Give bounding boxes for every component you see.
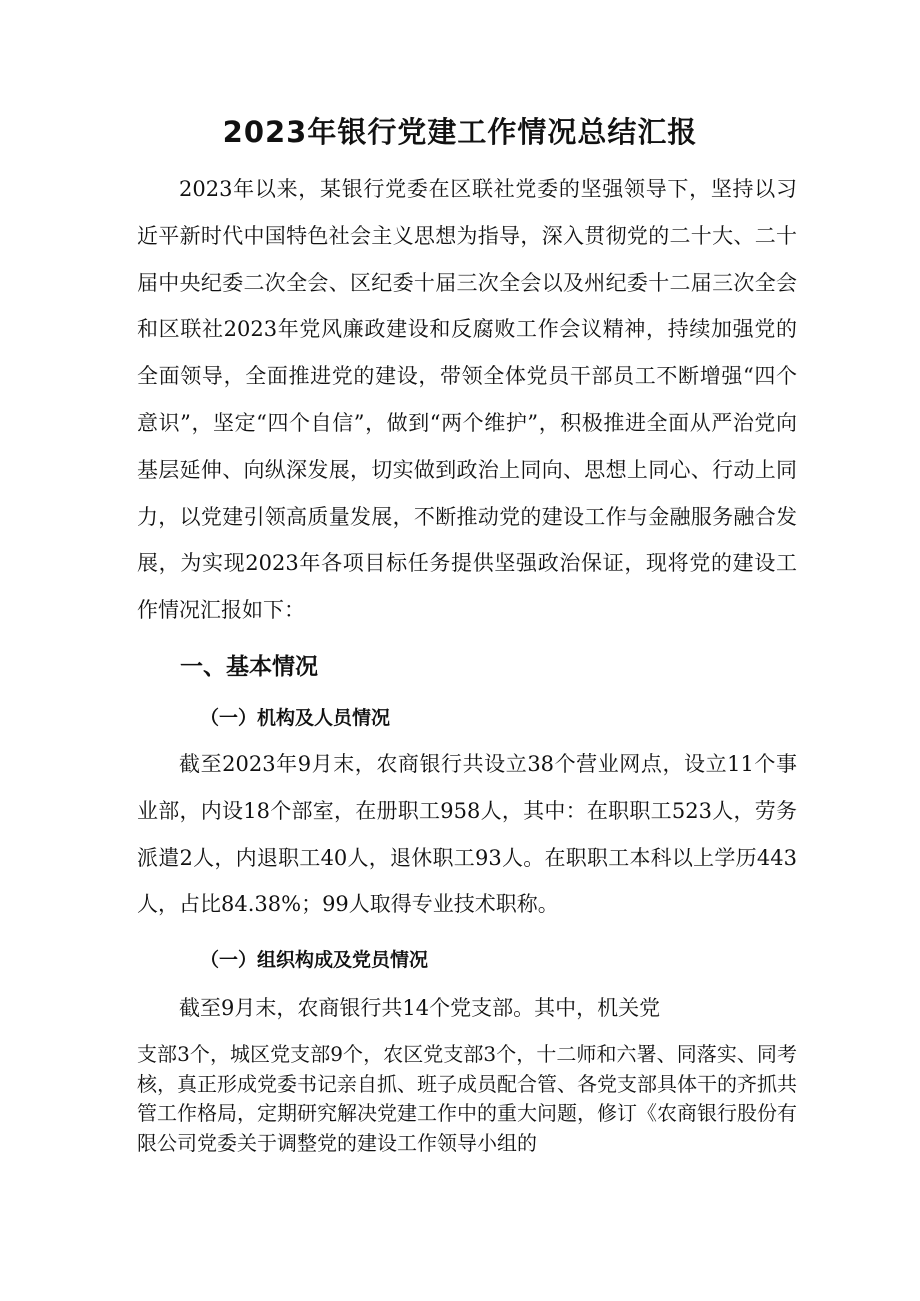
page-title: 2023年银行党建工作情况总结汇报 — [222, 115, 698, 149]
section-heading-basic-situation: 一、基本情况 — [180, 654, 318, 680]
continuation-paragraph: 支部3个，城区党支部9个，农区党支部3个，十二师和六署、同落实、同考核，真正形成党委书记亲自抓、班子成员配合管、各党支部具体干的齐抓共管工作格局，定期研究解决党建工作中的重大问题，修订《农商银行股份有限公司党委关于调整党的建设工作领导小组的 — [137, 1042, 797, 1155]
intro-paragraph: 2023年以来，某银行党委在区联社党委的坚强领导下，坚持以习近平新时代中国特色社会主义思想为指导，深入贯彻党的二十大、二十届中央纪委二次全会、区纪委十届三次全会以及州纪委十二届三次全会和区联社2023年党风廉政建设和反腐败工作会议精神，持续加强党的全面领导，全面推进党的建设，带领全体党员干部员工不断增强“四个意识”，坚定“四个自信”，做到“两个维护”，积极推进全面从严治党向基层延伸、向纵深发展，切实做到政治上同向、思想上同心、行动上同力，以党建引领高质量发展，不断推动党的建设工作与金融服务融合发展，为实现2023年各项目标任务提供坚强政治保证，现将党的建设工作情况汇报如下： — [137, 177, 797, 623]
institutions-paragraph: 截至2023年9月末，农商银行共设立38个营业网点，设立11个事业部，内设18个部室，在册职工958人，其中：在职职工523人，劳务派遣2人，内退职工40人，退休职工93人。在职职工本科以上学历443人，占比84.38%；99人取得专业技术职称。 — [137, 752, 797, 917]
subsection-heading-institutions: （一）机构及人员情况 — [200, 707, 391, 729]
subsection-heading-organization: （一）组织构成及党员情况 — [200, 949, 429, 971]
organization-paragraph: 截至9月末，农商银行共14个党支部。其中，机关党 — [179, 996, 661, 1020]
